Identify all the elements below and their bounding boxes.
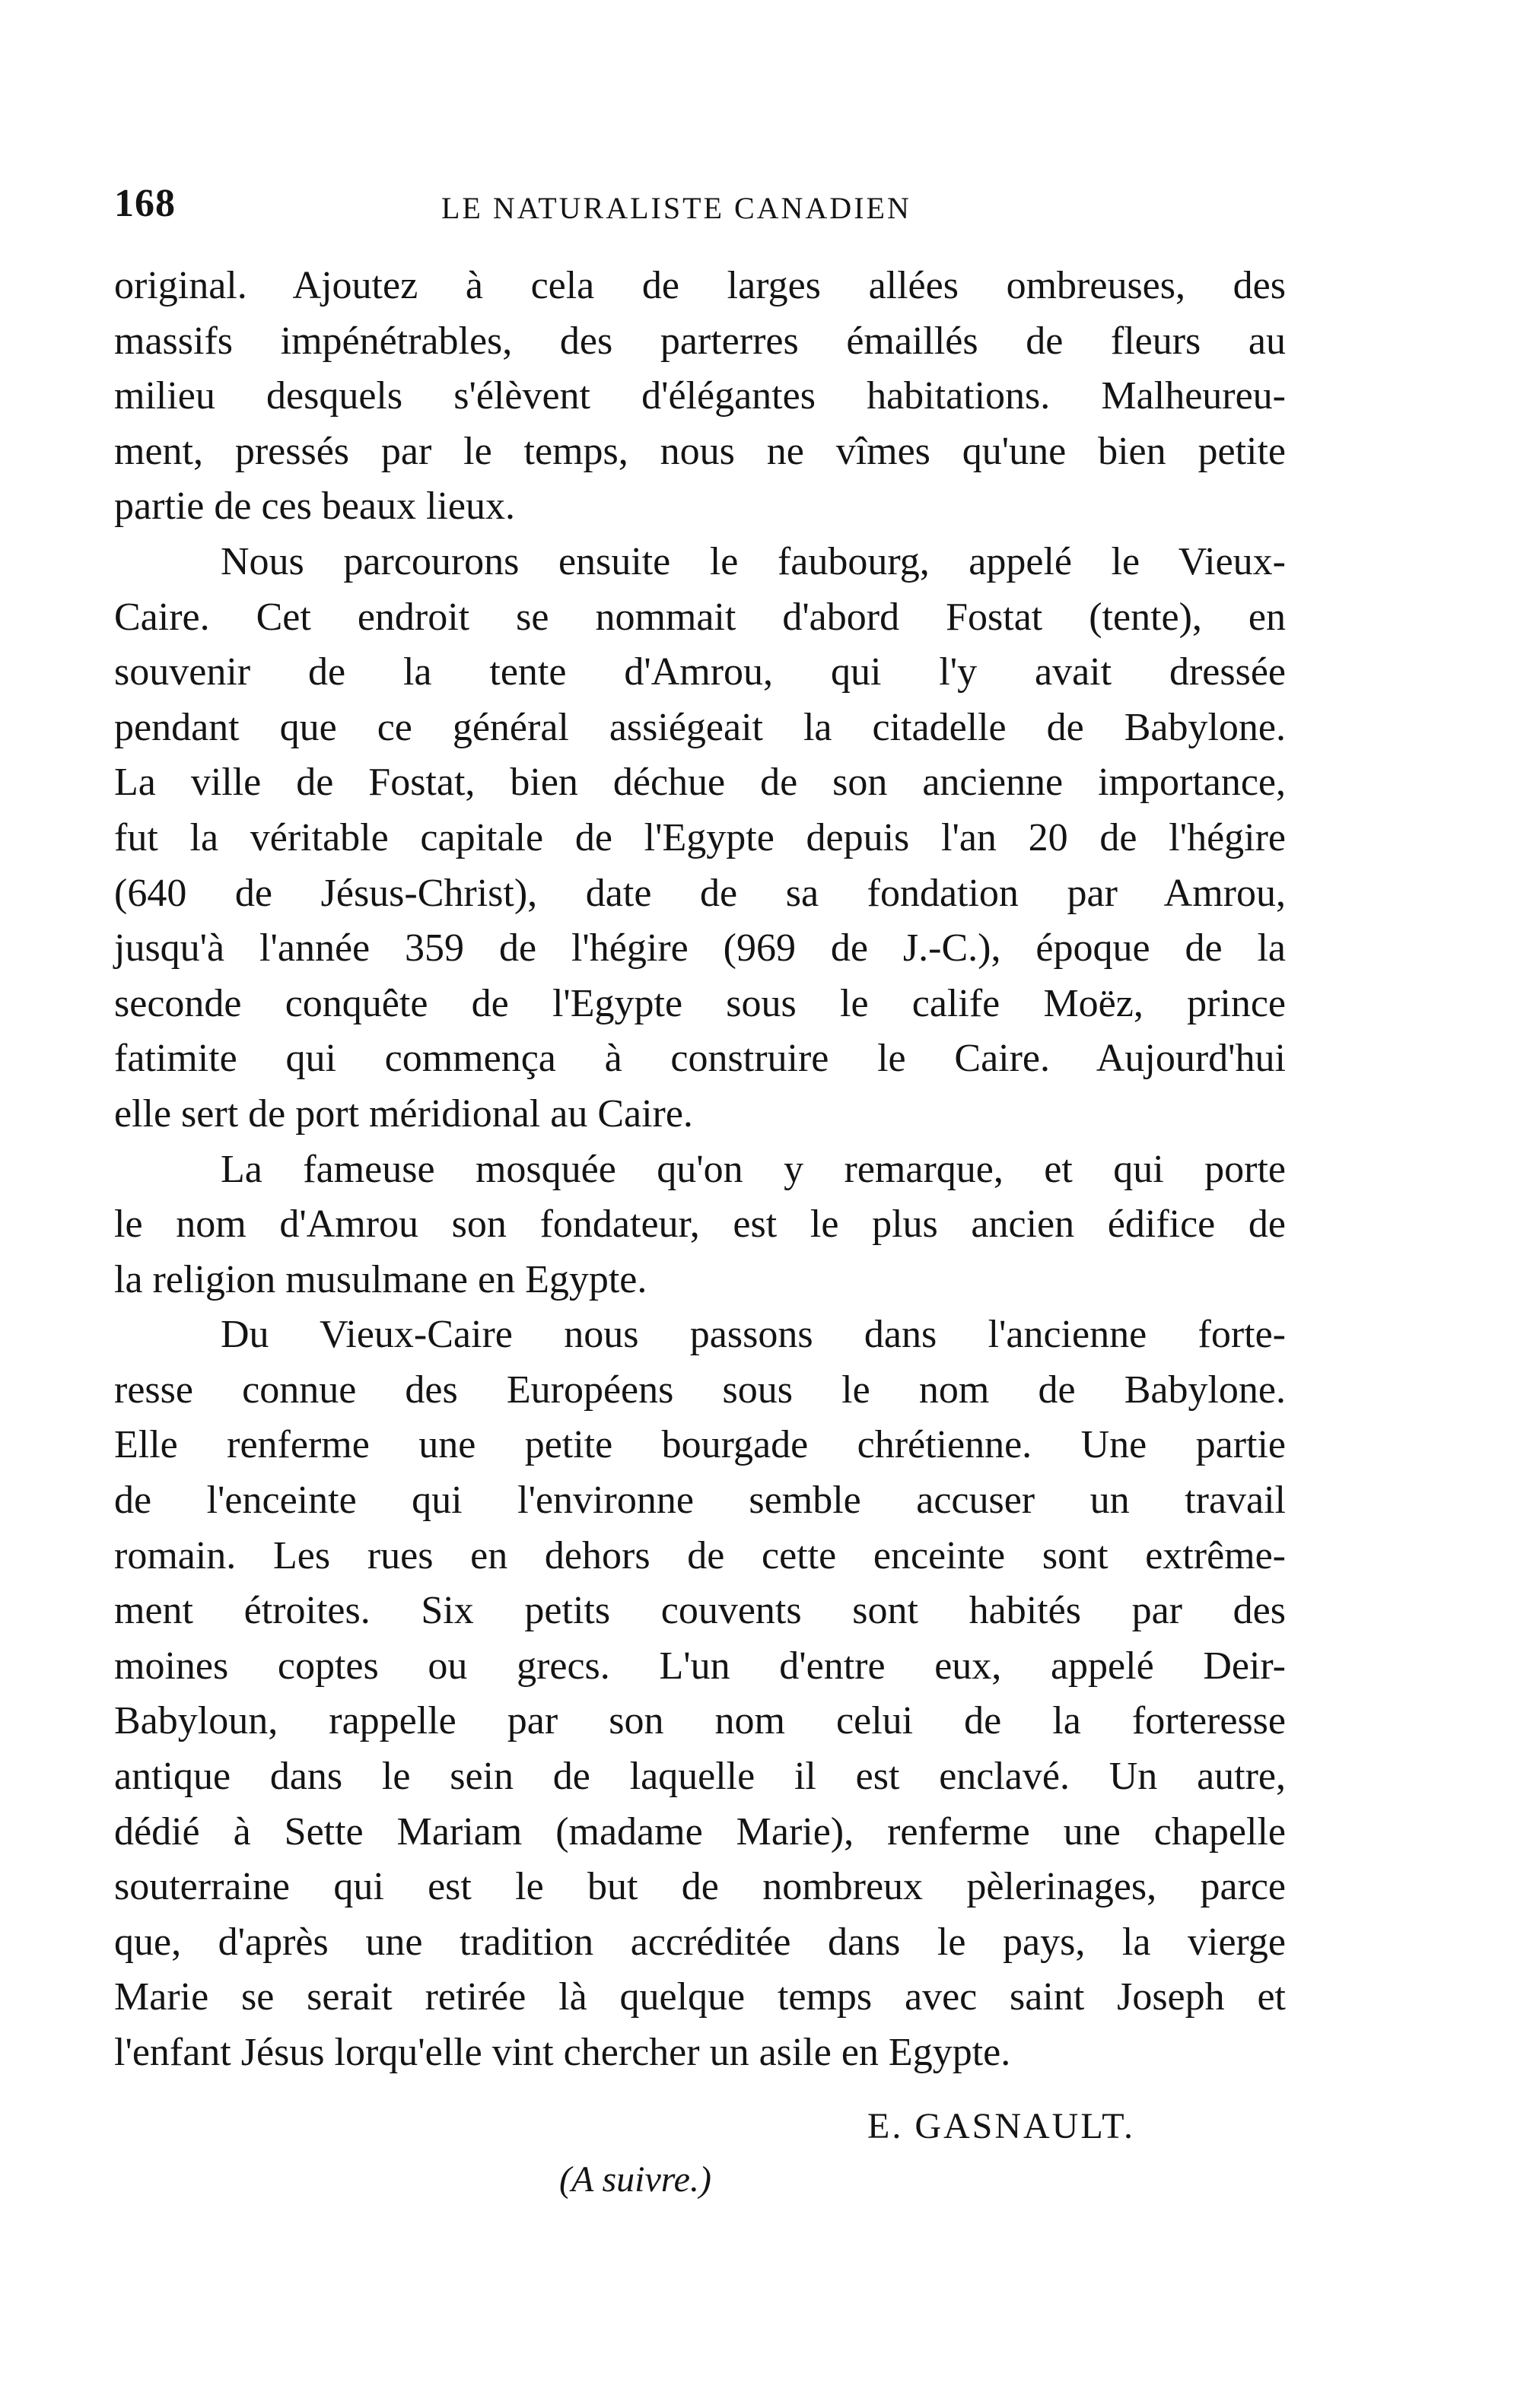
paragraph [114, 1307, 1286, 2080]
text-line: Du Vieux-Caire nous passons dans l'ancienne forte- [221, 1313, 1286, 1357]
text-line: dédié à Sette Mariam (madame Marie), renferme une chapelle [114, 1809, 1286, 1854]
text-line: elle sert de port méridional au Caire. [114, 1091, 693, 1136]
text-line: original. Ajoutez à cela de larges allées ombreuses, des [114, 264, 1286, 307]
text-line: La fameuse mosquée qu'on y remarque, et qui porte [221, 1147, 1286, 1191]
text-line: souvenir de la tente d'Amrou, qui l'y avait dressée [114, 650, 1286, 694]
paragraph [114, 259, 1286, 535]
text-line: de l'enceinte qui l'environne semble accuser un travail [114, 1479, 1286, 1523]
text-line: milieu desquels s'élèvent d'élégantes habitations. Malheureu- [114, 374, 1286, 418]
text-line: Elle renferme une petite bourgade chrétienne. Une partie [114, 1423, 1286, 1467]
text-line: le nom d'Amrou son fondateur, est le plus ancien édifice de [114, 1202, 1286, 1247]
running-head [114, 181, 1301, 234]
paragraph [114, 535, 1286, 1142]
text-line: ment, pressés par le temps, nous ne vîmes qu'une bien petite [114, 429, 1286, 473]
text-line: fut la véritable capitale de l'Egypte depuis l'an 20 de l'hégire [114, 815, 1286, 859]
text-line: moines coptes ou grecs. L'un d'entre eux, appelé Deir- [114, 1644, 1286, 1688]
text-line: seconde conquête de l'Egypte sous le calife Moëz, prince [114, 981, 1286, 1025]
text-line: Babyloun, rappelle par son nom celui de la forteresse [114, 1699, 1286, 1743]
page-number: 168 [114, 182, 176, 225]
text-line: (640 de Jésus-Christ), date de sa fondation par Amrou, [114, 871, 1286, 915]
paragraph [114, 1142, 1286, 1308]
text-line: pendant que ce général assiégeait la citadelle de Babylone. [114, 705, 1286, 749]
text-line: massifs impénétrables, des parterres émaillés de fleurs au [114, 319, 1286, 363]
author-signature: E. GASNAULT. [867, 2106, 1136, 2146]
journal-title: LE NATURALISTE CANADIEN [441, 191, 911, 225]
text-line: partie de ces beaux lieux. [114, 484, 515, 529]
text-line: Marie se serait retirée là quelque temps avec saint Joseph et [114, 1975, 1286, 2019]
text-line: souterraine qui est le but de nombreux pèlerinages, parce [114, 1865, 1286, 1909]
text-line: jusqu'à l'année 359 de l'hégire (969 de J.-C.), époque de la [114, 926, 1286, 971]
text-line: fatimite qui commença à construire le Caire. Aujourd'hui [114, 1037, 1286, 1081]
text-line: l'enfant Jésus lorqu'elle vint chercher un asile en Egypte. [114, 2031, 1011, 2074]
text-line: antique dans le sein de laquelle il est enclavé. Un autre, [114, 1755, 1286, 1799]
text-line: La ville de Fostat, bien déchue de son ancienne importance, [114, 761, 1286, 805]
text-line: romain. Les rues en dehors de cette enceinte sont extrême- [114, 1533, 1286, 1577]
text-line: Caire. Cet endroit se nommait d'abord Fostat (tente), en [114, 595, 1286, 639]
to-be-continued-note: (A suivre.) [559, 2159, 711, 2200]
text-line: que, d'après une tradition accréditée dans le pays, la vierge [114, 1920, 1286, 1964]
body-text [114, 259, 1286, 2081]
text-line: ment étroites. Six petits couvents sont habités par des [114, 1589, 1286, 1633]
text-line: resse connue des Européens sous le nom de Babylone. [114, 1368, 1286, 1412]
text-line: Nous parcourons ensuite le faubourg, appelé le Vieux- [221, 539, 1286, 583]
text-line: la religion musulmane en Egypte. [114, 1257, 647, 1301]
